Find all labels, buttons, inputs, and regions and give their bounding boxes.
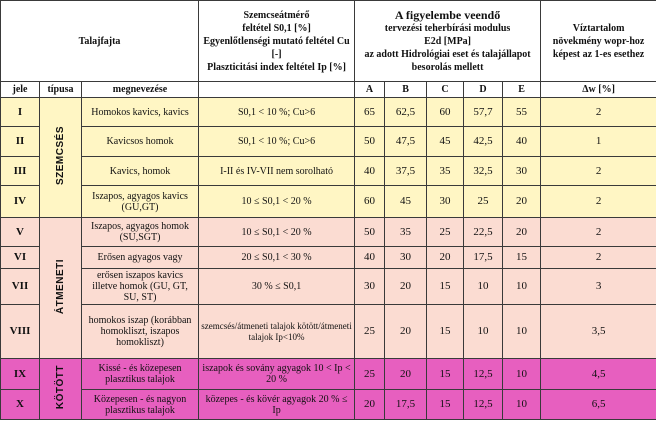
- group-szemcses: [40, 98, 82, 218]
- row-nev: Erősen agyagos vagy: [82, 247, 199, 269]
- row-e: 10: [503, 359, 541, 390]
- row-jele: IX: [1, 359, 40, 390]
- col-e: E: [503, 82, 541, 98]
- header-water-line1: Víztartalom: [572, 22, 625, 34]
- row-b: 30: [385, 247, 427, 269]
- row-dw: 2: [541, 157, 656, 186]
- row-dw: 4,5: [541, 359, 656, 390]
- row-a: 60: [355, 186, 385, 218]
- row-e: 15: [503, 247, 541, 269]
- row-felt: I-II és IV-VII nem sorolható: [199, 157, 355, 186]
- header-talajfajta: Talajfajta: [1, 1, 199, 82]
- row-d: 32,5: [464, 157, 503, 186]
- row-d: 12,5: [464, 390, 503, 420]
- row-c: 45: [427, 127, 464, 157]
- table-row: [1, 186, 656, 218]
- row-d: 22,5: [464, 218, 503, 247]
- row-e: 20: [503, 186, 541, 218]
- table-row: [1, 305, 656, 359]
- row-e: 30: [503, 157, 541, 186]
- col-a: A: [355, 82, 385, 98]
- row-e: 40: [503, 127, 541, 157]
- table-row: [1, 269, 656, 305]
- row-e: 20: [503, 218, 541, 247]
- row-a: 30: [355, 269, 385, 305]
- row-dw: 2: [541, 218, 656, 247]
- row-d: 12,5: [464, 359, 503, 390]
- row-nev: homokos iszap (korábban homokliszt, iszapos homokliszt): [82, 305, 199, 359]
- row-c: 35: [427, 157, 464, 186]
- row-a: 50: [355, 127, 385, 157]
- row-jele: VI: [1, 247, 40, 269]
- table-row: [1, 127, 656, 157]
- table-row: [1, 247, 656, 269]
- row-a: 40: [355, 157, 385, 186]
- row-felt: 10 ≤ S0,1 < 20 %: [199, 218, 355, 247]
- row-jele: VII: [1, 269, 40, 305]
- row-nev: Közepesen - és nagyon plasztikus talajok: [82, 390, 199, 420]
- row-e: 10: [503, 390, 541, 420]
- header-modulus-line2: tervezési teherbírási modulus: [384, 22, 511, 34]
- row-a: 25: [355, 359, 385, 390]
- row-nev: Iszapos, agyagos homok (SU,SGT): [82, 218, 199, 247]
- row-d: 17,5: [464, 247, 503, 269]
- row-c: 25: [427, 218, 464, 247]
- row-d: 10: [464, 269, 503, 305]
- col-dw: Δw [%]: [541, 82, 656, 98]
- header-water-line2: növekmény wopr-hoz képest az 1-es esethez: [552, 35, 645, 60]
- col-d: D: [464, 82, 503, 98]
- row-b: 37,5: [385, 157, 427, 186]
- row-c: 60: [427, 98, 464, 127]
- row-dw: 2: [541, 98, 656, 127]
- row-felt: közepes - és kövér agyagok 20 % ≤ Ip: [199, 390, 355, 420]
- row-nev: Kissé - és közepesen plasztikus talajok: [82, 359, 199, 390]
- row-d: 57,7: [464, 98, 503, 127]
- row-dw: 6,5: [541, 390, 656, 420]
- row-c: 20: [427, 247, 464, 269]
- row-a: 25: [355, 305, 385, 359]
- table-row: [1, 218, 656, 247]
- header-grain-line1: Szemcseátmérő: [243, 9, 310, 21]
- row-felt: 10 ≤ S0,1 < 20 %: [199, 186, 355, 218]
- row-nev: Kavics, homok: [82, 157, 199, 186]
- row-nev: Iszapos, agyagos kavics (GU,GT): [82, 186, 199, 218]
- row-e: 10: [503, 269, 541, 305]
- col-c: C: [427, 82, 464, 98]
- group-atmeneti: [40, 218, 82, 359]
- row-nev: erősen iszapos kavics illetve homok (GU, GT, SU, ST): [82, 269, 199, 305]
- group-label: SZEMCSÉS: [55, 126, 66, 186]
- row-a: 20: [355, 390, 385, 420]
- row-dw: 3,5: [541, 305, 656, 359]
- row-e: 10: [503, 305, 541, 359]
- row-c: 30: [427, 186, 464, 218]
- row-b: 47,5: [385, 127, 427, 157]
- header-modulus-line3: E2d [MPa]: [424, 35, 472, 47]
- row-jele: II: [1, 127, 40, 157]
- col-jele: jele: [1, 82, 40, 98]
- table-row: [1, 359, 656, 390]
- row-felt: 30 % ≤ S0,1: [199, 269, 355, 305]
- row-b: 20: [385, 269, 427, 305]
- col-tipusa: típusa: [40, 82, 82, 98]
- row-d: 10: [464, 305, 503, 359]
- row-a: 65: [355, 98, 385, 127]
- row-felt: 20 ≤ S0,1 < 30 %: [199, 247, 355, 269]
- row-nev: Kavicsos homok: [82, 127, 199, 157]
- row-b: 17,5: [385, 390, 427, 420]
- row-a: 40: [355, 247, 385, 269]
- table-row: [1, 98, 656, 127]
- header-grain-conditions: [199, 1, 355, 82]
- group-kotott: [40, 359, 82, 420]
- group-label: KÖTÖTT: [55, 365, 66, 410]
- row-felt: iszapok és sovány agyagok 10 < Ip < 20 %: [199, 359, 355, 390]
- row-d: 25: [464, 186, 503, 218]
- col-megnevezese: megnevezése: [82, 82, 199, 98]
- row-c: 15: [427, 305, 464, 359]
- table-row: [1, 157, 656, 186]
- table-row: [1, 390, 656, 420]
- header-modulus: [355, 1, 541, 82]
- row-b: 20: [385, 359, 427, 390]
- row-d: 42,5: [464, 127, 503, 157]
- row-dw: 2: [541, 247, 656, 269]
- row-b: 62,5: [385, 98, 427, 127]
- row-dw: 1: [541, 127, 656, 157]
- group-label: ÁTMENETI: [55, 258, 66, 315]
- row-b: 20: [385, 305, 427, 359]
- header-modulus-line1: A figyelembe veendő: [394, 7, 501, 22]
- row-dw: 3: [541, 269, 656, 305]
- row-jele: III: [1, 157, 40, 186]
- row-c: 15: [427, 390, 464, 420]
- row-felt: S0,1 < 10 %; Cu>6: [199, 98, 355, 127]
- col-feltetel: [199, 82, 355, 98]
- row-jele: IV: [1, 186, 40, 218]
- row-c: 15: [427, 359, 464, 390]
- row-dw: 2: [541, 186, 656, 218]
- row-b: 45: [385, 186, 427, 218]
- row-felt: szemcsés/átmeneti talajok kötött/átmeneti talajok Ip<10%: [199, 305, 355, 359]
- header-grain-line4: Plaszticitási index feltétel Ip [%]: [207, 61, 346, 73]
- col-b: B: [385, 82, 427, 98]
- header-modulus-line4: az adott Hidrológiai eset és talajállapot besorolás mellett: [364, 48, 531, 73]
- header-water-content: [541, 1, 656, 82]
- row-nev: Homokos kavics, kavics: [82, 98, 199, 127]
- row-jele: VIII: [1, 305, 40, 359]
- row-a: 50: [355, 218, 385, 247]
- row-jele: X: [1, 390, 40, 420]
- header-grain-line3: Egyenlőtlenségi mutató feltétel Cu [-]: [203, 35, 350, 60]
- header-grain-line2: feltétel S0,1 [%]: [242, 22, 311, 34]
- row-jele: I: [1, 98, 40, 127]
- row-jele: V: [1, 218, 40, 247]
- row-b: 35: [385, 218, 427, 247]
- row-c: 15: [427, 269, 464, 305]
- row-e: 55: [503, 98, 541, 127]
- row-felt: S0,1 < 10 %; Cu>6: [199, 127, 355, 157]
